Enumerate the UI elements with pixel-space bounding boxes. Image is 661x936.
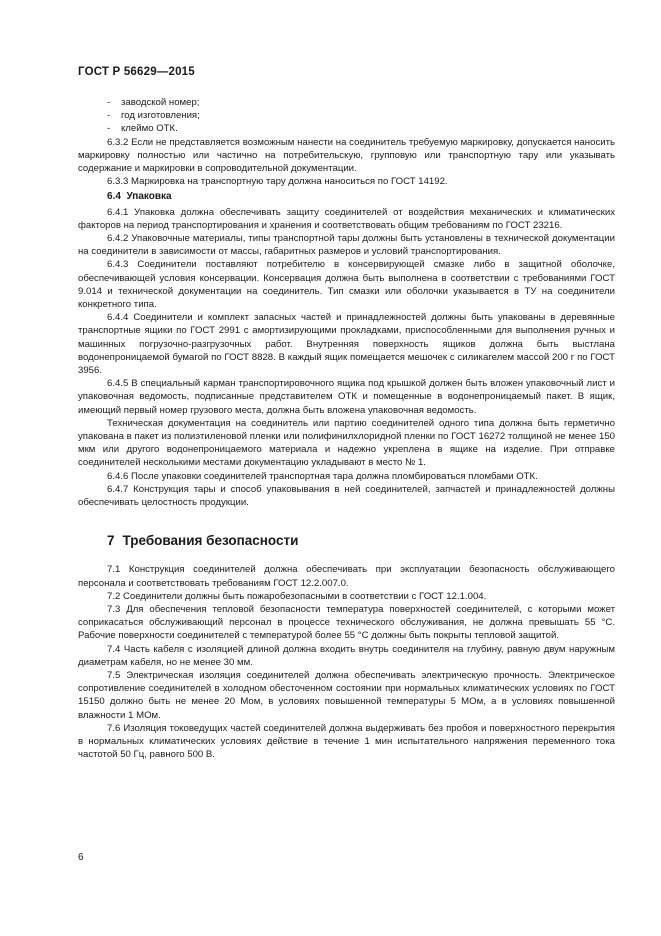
subsection-heading: [78, 190, 615, 203]
paragraph: 6.4.7 Конструкция тары и способ упаковывания в ней соединителей, запчастей и принадлежностей должны обеспечивать целостность продукции.: [78, 483, 615, 509]
subsection-title: Упаковка: [126, 191, 172, 203]
page-body: [78, 96, 615, 761]
paragraph: 7.5 Электрическая изоляция соединителей должна обеспечивать электрическую прочность. Электрическое сопротивление соединителей в холодном обесточенном состоянии при нормальных климатических условиях по ГОСТ 15150 должно быть не менее 20 Мом, в условиях повышенной температуры 5 МОм, а в условиях повышенной влажности 1 МОм.: [78, 669, 615, 721]
paragraph: 6.4.6 После упаковки соединителей транспортная тара должна пломбироваться пломбами ОТК.: [107, 470, 538, 482]
paragraph: 7.1 Конструкция соединителей должна обеспечивать при эксплуатации безопасность обслуживающего персонала и соответствовать требованиям ГОСТ 12.2.007.0.: [78, 564, 615, 589]
document-header: ГОСТ Р 56629—2015: [78, 66, 195, 78]
paragraph: 7.2 Соединители должны быть пожаробезопасными в соответствии с ГОСТ 12.1.004.: [107, 590, 487, 602]
paragraph: 6.4.2 Упаковочные материалы, типы транспортной тары должны быть установлены в технической документации на соединители в зависимости от массы, габаритных размеров и условий транспортирования.: [78, 233, 615, 258]
paragraph: 6.3.2 Если не представляется возможным нанести на соединитель требуемую маркировку, допускается наносить маркировку полностью или частично на потребительскую, групповую или транспортную тару или указывать содержание и маркировки в сопроводительной документации.: [78, 136, 615, 175]
paragraph: 6.3.3 Маркировка на транспортную тару должна наноситься по ГОСТ 14192.: [107, 176, 448, 188]
section-heading: [78, 533, 615, 549]
paragraph: 6.4.1 Упаковка должна обеспечивать защиту соединителей от воздействия механических и климатических факторов на период транспортирования и хранения и соответствовать общим требованиям по ГОСТ 23216.: [78, 206, 615, 231]
paragraph: Техническая документация на соединитель или партию соединителей одного типа должна быть герметично упакована в пакет из полиэтиленовой пленки или полифинилхлоридной пленки по ГОСТ 16272 толщиной не менее 150 мкм или другого водонепроницаемого материала и надежно укреплена в ящике на изделие. При отправке соединителей несколькими местами документацию укладывают в место № 1.: [78, 417, 615, 469]
paragraph: 6.4.4 Соединители и комплект запасных частей и принадлежностей должны быть упакованы в деревянные транспортные ящики по ГОСТ 2991 с амортизирующими прокладками, приспособленными для выполнения ручных и машинных погрузочно-разгрузочных работ. Внутренняя поверхность ящиков должна быть выстлана водонепроницаемой бумагой по ГОСТ 8828. В каждый ящик помещается мешочек с силикагелем массой 200 г по ГОСТ 3956.: [78, 312, 615, 377]
list-item: - заводской номер;: [107, 97, 200, 108]
paragraph: 6.4.3 Соединители поставляют потребителю в консервирующей смазке либо в защитной оболочке, обеспечивающей условия консервации. Консервация должна быть выполнена в соответствии с требованиями ГОСТ 9.014 и технической документации на соединитель. Тип смазки или оболочки указывается в ТУ на соединители конкретного типа.: [78, 259, 615, 311]
paragraph: 7.4 Часть кабеля с изоляцией длиной должна входить внутрь соединителя на глубину, равную двум наружным диаметрам кабеля, но не менее 30 мм.: [78, 643, 615, 668]
list-item: - год изготовления;: [107, 110, 200, 122]
list-item: - клеймо ОТК.: [107, 123, 178, 135]
page-number: 6: [78, 852, 84, 863]
section-number: 7: [107, 533, 115, 549]
paragraph: 7.3 Для обеспечения тепловой безопасности температура поверхностей соединителей, с которыми может соприкасаться обслуживающий персонал в процессе технического обслуживания, не должна превышать 55 °С. Рабочие поверхности соединителей с температурой более 55 °С должны быть покрыты тепловой защитой.: [78, 603, 615, 642]
section-title: Требования безопасности: [122, 533, 299, 549]
subsection-number: 6.4: [107, 191, 121, 203]
paragraph: 7.6 Изоляция токоведущих частей соединителей должна выдерживать без пробоя и поверхностного перекрытия в нормальных климатических условиях действие в течение 1 мин испытательного напряжения переменного тока частотой 50 Гц, равного 500 В.: [78, 722, 615, 761]
paragraph: 6.4.5 В специальный карман транспортировочного ящика под крышкой должен быть вложен упаковочный лист и упаковочная ведомость, подписанные представителем ОТК и помещенные в водонепроницаемый пакет. В ящик, имеющий первый номер грузового места, должна быть вложена упаковочная ведомость.: [78, 378, 615, 416]
